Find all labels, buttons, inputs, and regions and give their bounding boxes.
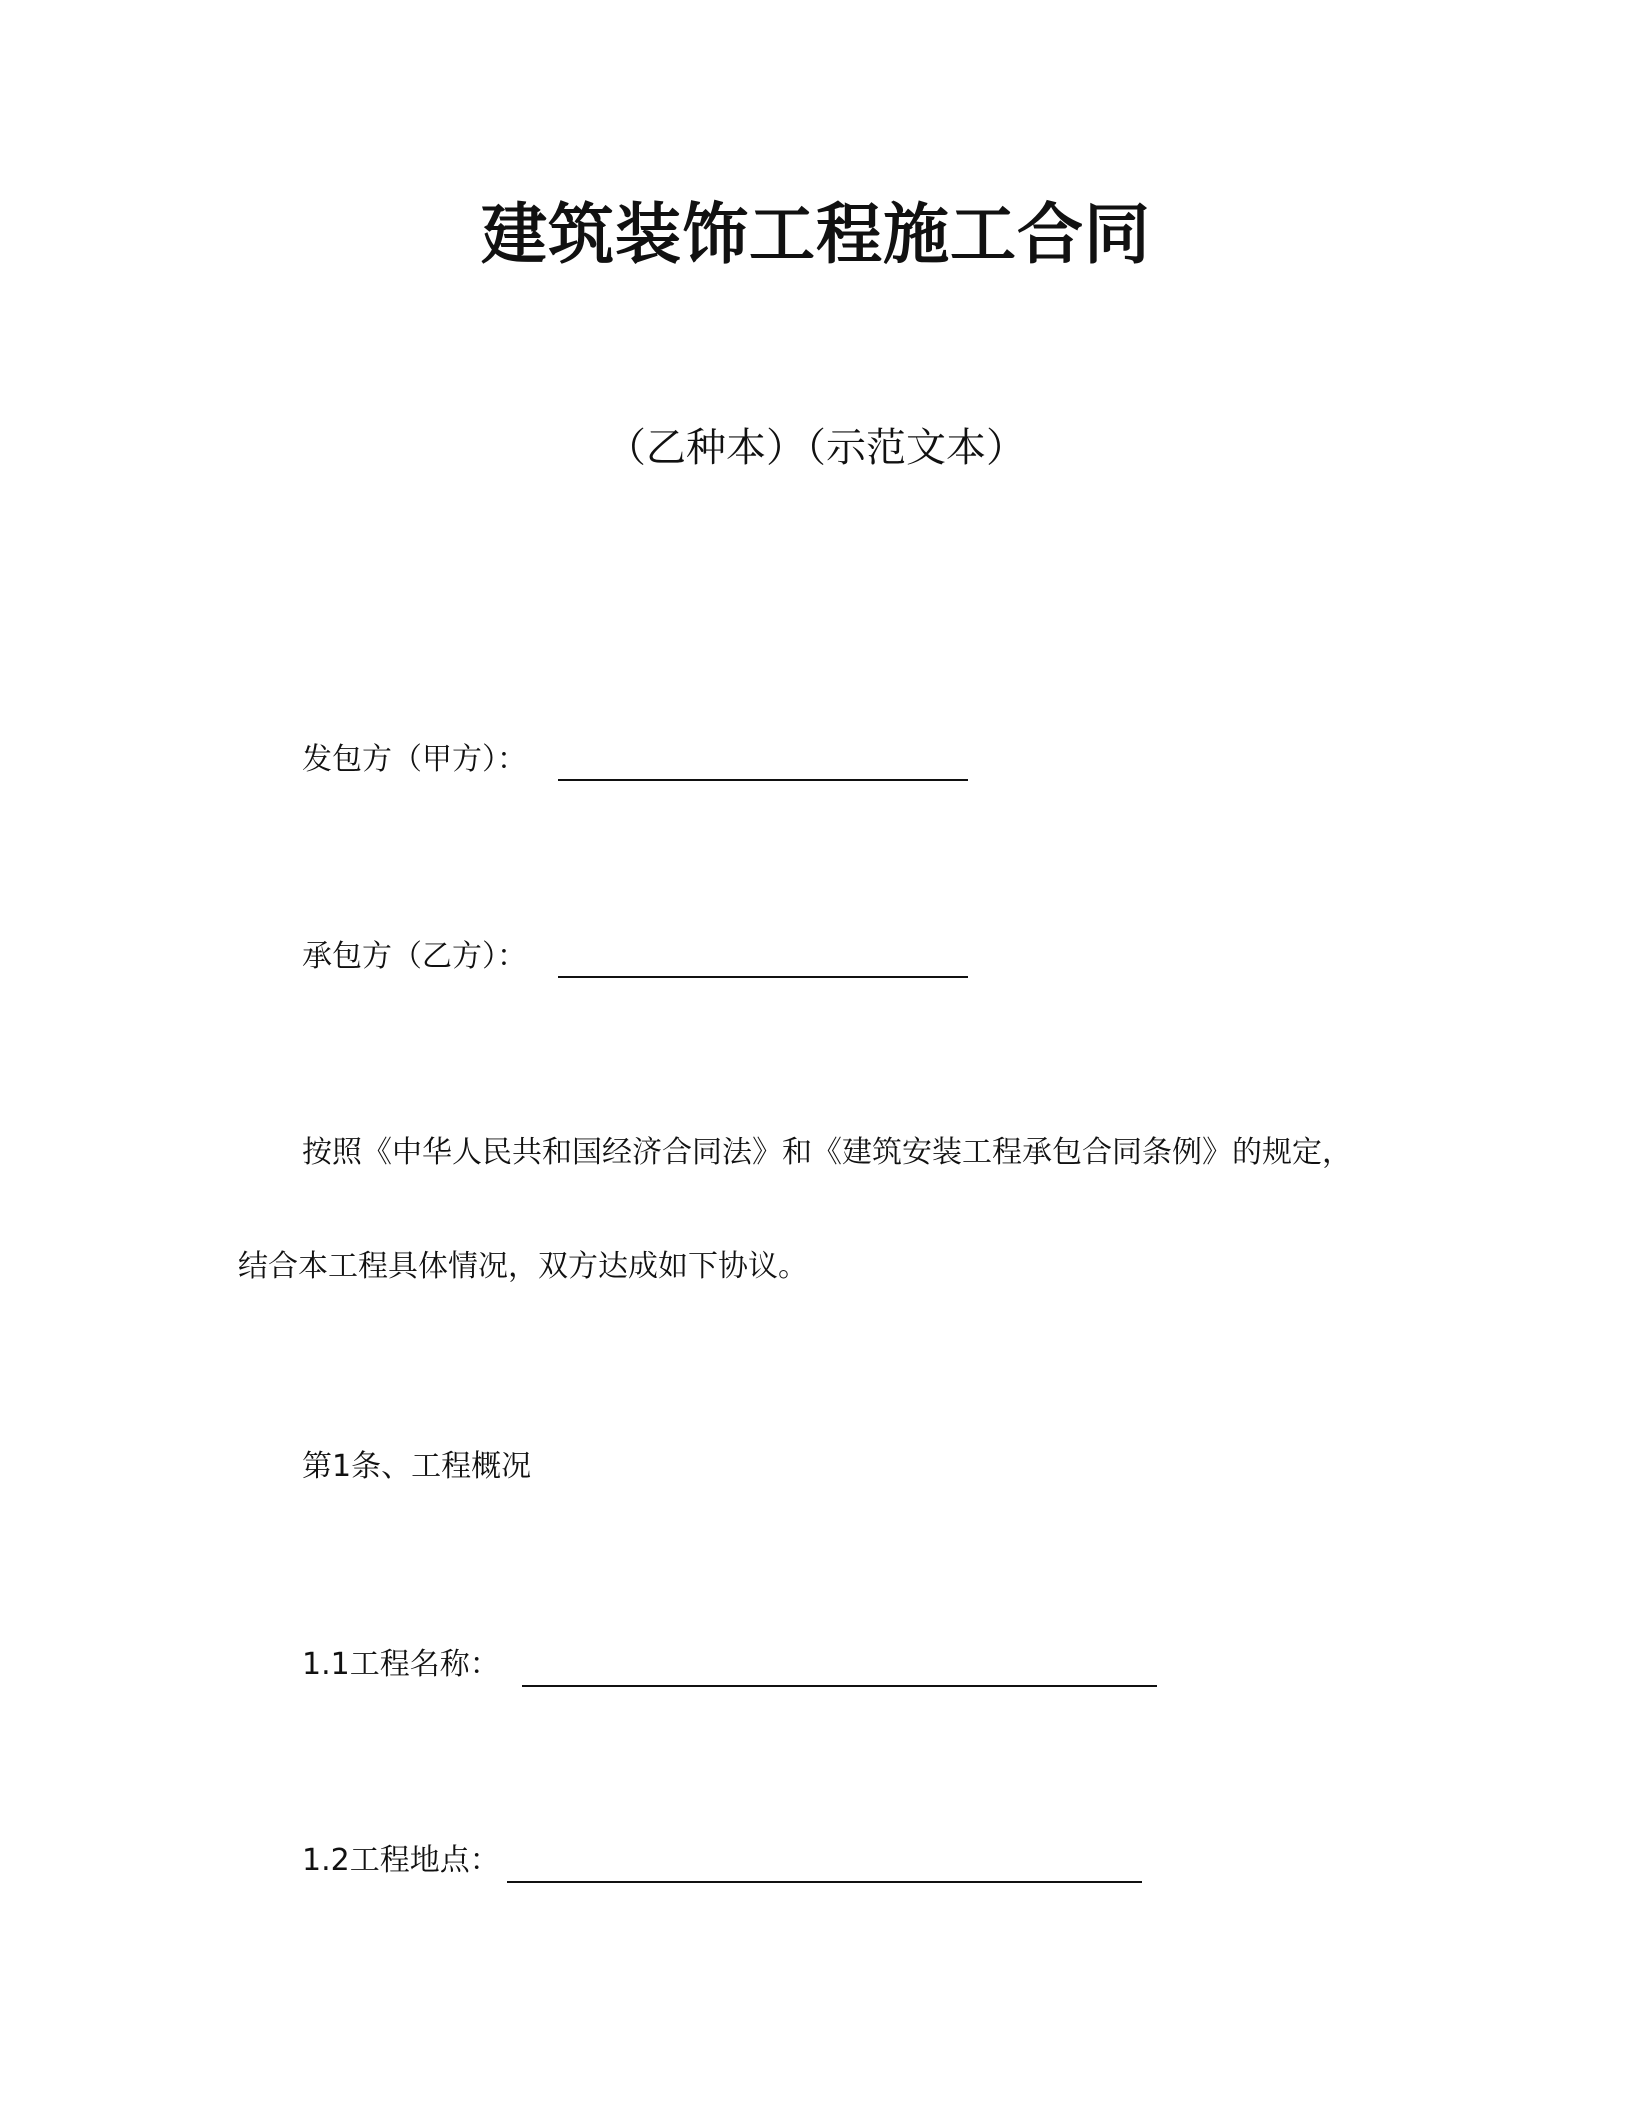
- party-b-blank-line: [558, 976, 968, 978]
- item-1-1-blank-line: [522, 1685, 1157, 1687]
- party-a-label: 发包方（甲方）：: [302, 742, 527, 777]
- item-1-2-label: 1.2工程地点：: [302, 1843, 500, 1878]
- document-title: 建筑装饰工程施工合同: [481, 196, 1151, 273]
- article-1-heading: 第1条、工程概况: [302, 1449, 532, 1484]
- item-1-2-blank-line: [507, 1881, 1142, 1883]
- party-a-blank-line: [558, 779, 968, 781]
- document-subtitle: （乙种本）（示范文本）: [606, 425, 1026, 471]
- item-1-1-label: 1.1工程名称：: [302, 1647, 500, 1682]
- preamble-line-2: 结合本工程具体情况，双方达成如下协议。: [238, 1249, 808, 1284]
- party-b-label: 承包方（乙方）：: [302, 939, 527, 974]
- preamble-line-1: 按照《中华人民共和国经济合同法》和《建筑安装工程承包合同条例》的规定，: [302, 1135, 1352, 1170]
